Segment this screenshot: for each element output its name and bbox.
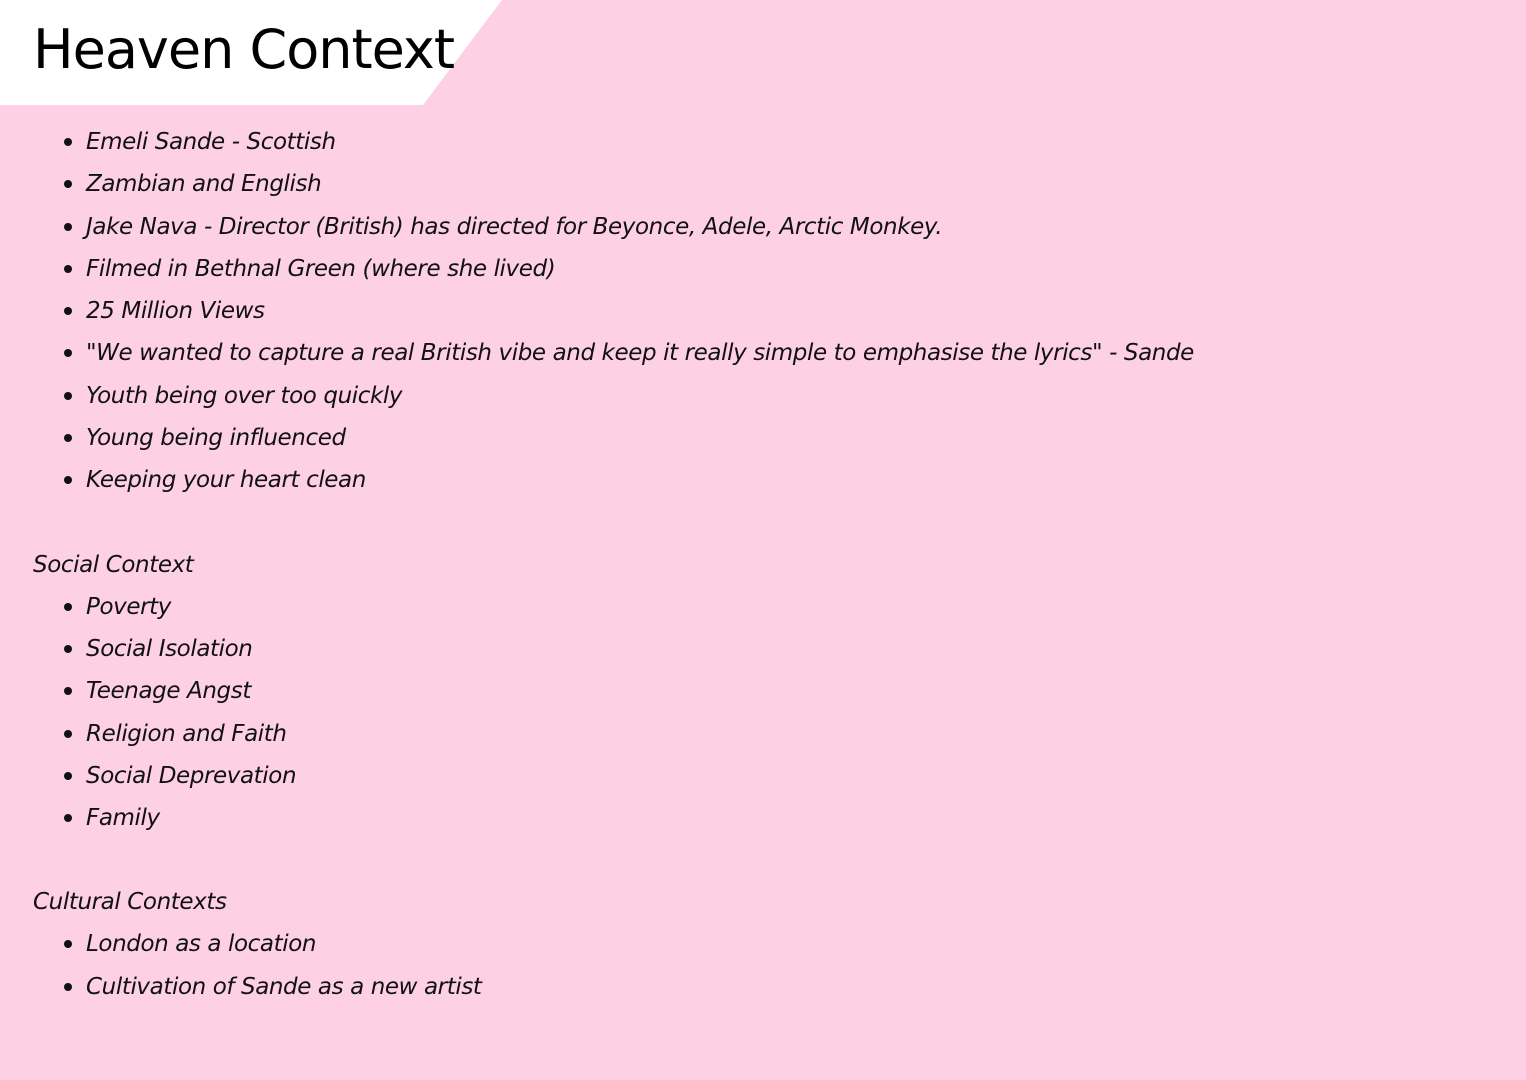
list-item-text: Family — [86, 805, 160, 832]
bullet-icon — [64, 940, 72, 948]
list-item — [33, 459, 1493, 501]
social-context-heading: Social Context — [33, 551, 194, 578]
list-item-text: Keeping your heart clean — [86, 467, 366, 494]
bullet-icon — [64, 814, 72, 822]
bullet-icon — [64, 265, 72, 273]
bullet-icon — [64, 138, 72, 146]
bullet-icon — [64, 223, 72, 231]
list-item — [33, 923, 1493, 965]
bullet-icon — [64, 392, 72, 400]
list-item — [33, 628, 1493, 670]
social-context-list — [33, 586, 1493, 840]
list-item-text: Poverty — [86, 593, 171, 620]
list-item — [33, 417, 1493, 459]
bullet-icon — [64, 730, 72, 738]
list-item — [33, 163, 1493, 205]
list-item-text: Zambian and English — [86, 171, 322, 198]
list-item-text: Jake Nava - Director (British) has directed for Beyonce, Adele, Arctic Monkey. — [86, 213, 943, 240]
bullet-icon — [64, 307, 72, 315]
list-item-text: London as a location — [86, 931, 317, 958]
page-title: Heaven Context — [33, 18, 455, 81]
list-item-text: Young being influenced — [86, 425, 346, 452]
list-item-text: Emeli Sande - Scottish — [86, 129, 336, 155]
list-item-text: Cultivation of Sande as a new artist — [86, 973, 482, 1000]
list-item-text: Religion and Faith — [86, 720, 287, 747]
cultural-contexts-heading: Cultural Contexts — [33, 889, 227, 916]
list-item-text: "We wanted to capture a real British vibe and keep it really simple to emphasise the lyrics" - Sande — [86, 340, 1194, 367]
list-item — [33, 713, 1493, 755]
list-item-text: Filmed in Bethnal Green (where she lived) — [86, 255, 556, 282]
bullet-icon — [64, 349, 72, 357]
bullet-icon — [64, 983, 72, 991]
list-item-text: Youth being over too quickly — [86, 382, 403, 409]
list-item — [33, 121, 1493, 163]
spacer — [33, 839, 1493, 881]
list-item — [33, 332, 1493, 374]
content — [33, 121, 1493, 1008]
list-item — [33, 755, 1493, 797]
list-item — [33, 670, 1493, 712]
bullet-icon — [64, 434, 72, 442]
cultural-contexts-list — [33, 923, 1493, 1008]
list-item-text: Social Isolation — [86, 635, 253, 662]
list-item — [33, 248, 1493, 290]
intro-list — [33, 121, 1493, 502]
bullet-icon — [64, 603, 72, 611]
bullet-icon — [64, 180, 72, 188]
list-item — [33, 290, 1493, 332]
bullet-icon — [64, 476, 72, 484]
list-item — [33, 797, 1493, 839]
list-item — [33, 586, 1493, 628]
list-item — [33, 206, 1493, 248]
bullet-icon — [64, 772, 72, 780]
list-item-text: 25 Million Views — [86, 298, 265, 325]
bullet-icon — [64, 645, 72, 653]
list-item-text: Teenage Angst — [86, 678, 251, 705]
list-item-text: Social Deprevation — [86, 762, 297, 789]
bullet-icon — [64, 687, 72, 695]
spacer — [33, 502, 1493, 544]
list-item — [33, 966, 1493, 1008]
list-item — [33, 375, 1493, 417]
